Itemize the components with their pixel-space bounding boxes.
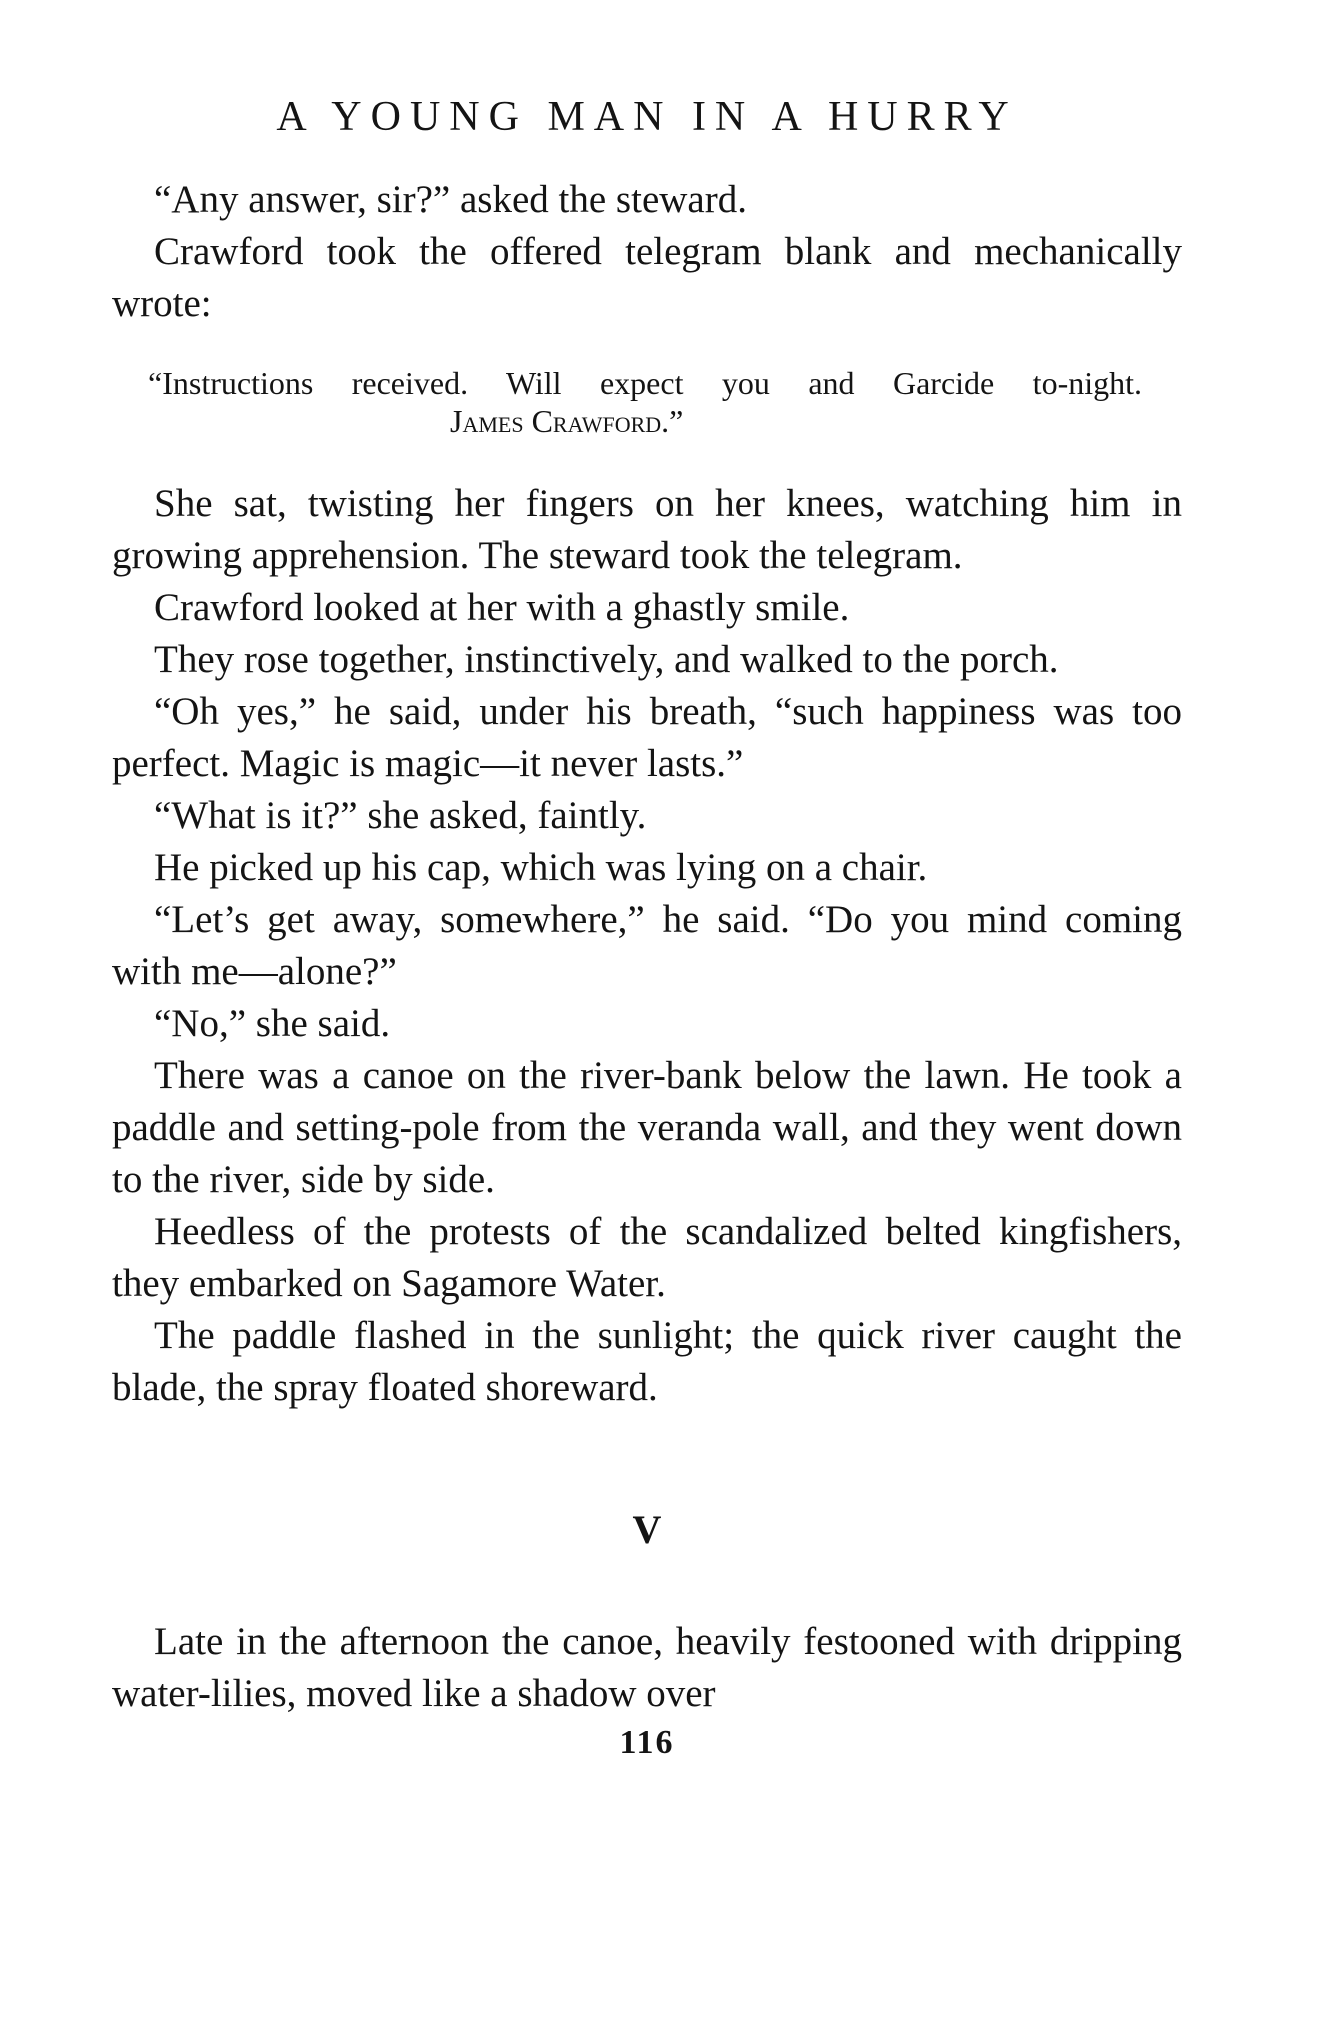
paragraph-ghastly-smile: Crawford looked at her with a ghastly smile. (154, 586, 850, 629)
page-number: 116 (619, 1724, 675, 1761)
paragraph-steward-question: “Any answer, sir?” asked the steward. (154, 178, 747, 221)
paragraph-kingfishers: Heedless of the protests of the scandalized belted kingfishers, they embarked on Sagamore Water. (112, 1210, 1182, 1305)
running-head: A YOUNG MAN IN A HURRY (276, 94, 1018, 140)
telegram-quote (112, 364, 1142, 440)
paragraph-she-sat: She sat, twisting her fingers on her knees, watching him in growing apprehension. The steward took the telegram. (112, 482, 1182, 577)
paragraph-paddle-flashed: The paddle flashed in the sunlight; the quick river caught the blade, the spray floated shoreward. (112, 1314, 1182, 1409)
paragraph-no-she-said: “No,” she said. (154, 1002, 391, 1045)
book-page (112, 96, 1182, 1760)
paragraph-lets-get-away: “Let’s get away, somewhere,” he said. “Do you mind coming with me—alone?” (112, 898, 1182, 993)
paragraph-rose-together: They rose together, instinctively, and walked to the porch. (154, 638, 1059, 681)
chapter-heading: V (632, 1507, 662, 1552)
paragraph-chapter-opening: Late in the afternoon the canoe, heavily festooned with dripping water-lilies, moved like a shadow over (112, 1620, 1182, 1715)
telegram-text: “Instructions received. Will expect you and Garcide to-night. (148, 365, 1142, 401)
paragraph-what-is-it: “What is it?” she asked, faintly. (154, 794, 647, 837)
telegram-body (112, 364, 1142, 440)
paragraph-picked-up-cap: He picked up his cap, which was lying on a chair. (154, 846, 928, 889)
paragraph-crawford-wrote: Crawford took the offered telegram blank and mechanically wrote: (112, 230, 1182, 325)
telegram-signature: James Crawford.” (450, 403, 684, 439)
paragraph-oh-yes: “Oh yes,” he said, under his breath, “such happiness was too perfect. Magic is magic—it never lasts.” (112, 690, 1182, 785)
paragraph-canoe: There was a canoe on the river-bank below the lawn. He took a paddle and setting-pole from the veranda wall, and they went down to the river, side by side. (112, 1054, 1182, 1201)
